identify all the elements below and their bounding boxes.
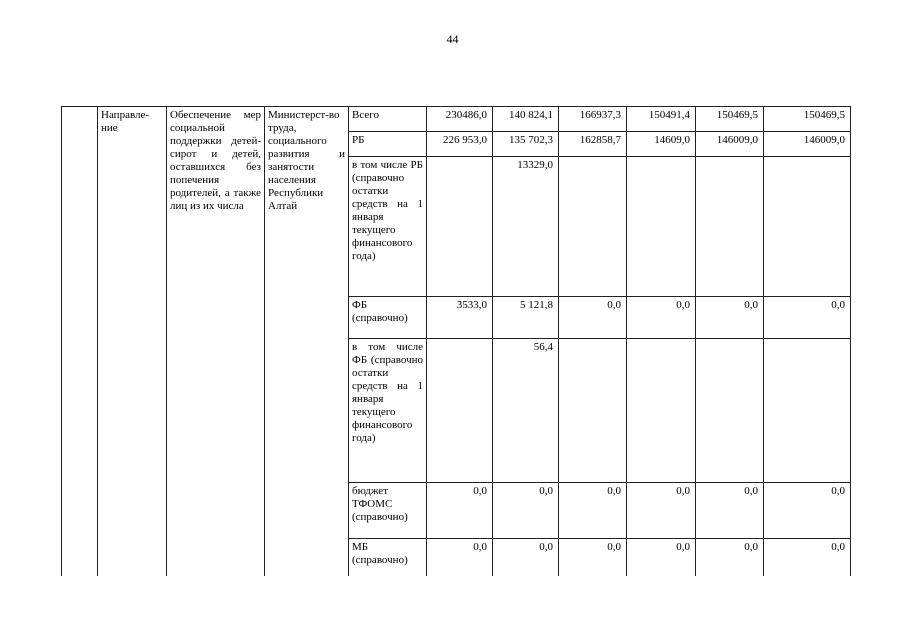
source-label: МБ (справочно) — [349, 539, 427, 577]
activity-cell — [167, 107, 265, 577]
page-number: 44 — [446, 32, 459, 46]
value-cell — [696, 157, 764, 297]
source-label: в том числе ФБ (справочно остатки средств на 1 января текущего финансового года) — [349, 339, 427, 483]
value-cell — [427, 339, 493, 483]
value-cell: 13329,0 — [493, 157, 559, 297]
value-cell — [427, 157, 493, 297]
value-cell: 226 953,0 — [427, 132, 493, 157]
value-cell: 162858,7 — [559, 132, 627, 157]
value-cell: 166937,3 — [559, 107, 627, 132]
value-cell: 150491,4 — [627, 107, 696, 132]
source-label: бюджет ТФОМС (справочно) — [349, 483, 427, 539]
value-cell — [627, 157, 696, 297]
value-cell: 135 702,3 — [493, 132, 559, 157]
value-cell — [764, 339, 851, 483]
source-label: РБ — [349, 132, 427, 157]
budget-table — [61, 106, 851, 576]
value-cell: 230486,0 — [427, 107, 493, 132]
value-cell: 0,0 — [427, 539, 493, 577]
value-cell: 140 824,1 — [493, 107, 559, 132]
source-label: ФБ (справочно) — [349, 297, 427, 339]
executor-text: Министерст-во труда, социального развития и занятости населения Республики Алтай — [268, 109, 345, 212]
value-cell: 0,0 — [493, 483, 559, 539]
value-cell: 0,0 — [696, 297, 764, 339]
value-cell: 0,0 — [627, 297, 696, 339]
value-cell: 0,0 — [627, 539, 696, 577]
value-cell: 56,4 — [493, 339, 559, 483]
value-cell: 0,0 — [427, 483, 493, 539]
activity-text: Обеспечение мер социальной поддержки детей-сирот и детей, оставшихся без попечения родителей, а также лиц из их числа — [170, 109, 261, 212]
value-cell: 150469,5 — [696, 107, 764, 132]
value-cell: 5 121,8 — [493, 297, 559, 339]
direction-cell — [98, 107, 167, 577]
table-row-all — [62, 107, 851, 132]
value-cell: 0,0 — [493, 539, 559, 577]
value-cell: 150469,5 — [764, 107, 851, 132]
source-label: Всего — [349, 107, 427, 132]
value-cell: 0,0 — [696, 483, 764, 539]
value-cell — [696, 339, 764, 483]
value-cell: 0,0 — [559, 539, 627, 577]
value-cell: 0,0 — [764, 483, 851, 539]
value-cell — [764, 157, 851, 297]
value-cell — [559, 157, 627, 297]
value-cell: 0,0 — [764, 297, 851, 339]
value-cell: 0,0 — [764, 539, 851, 577]
value-cell: 146009,0 — [696, 132, 764, 157]
direction-text: Направле-ние — [101, 109, 150, 134]
value-cell: 146009,0 — [764, 132, 851, 157]
value-cell — [627, 339, 696, 483]
value-cell: 0,0 — [696, 539, 764, 577]
value-cell: 14609,0 — [627, 132, 696, 157]
value-cell: 3533,0 — [427, 297, 493, 339]
source-label: в том числе РБ (справочно остатки средств на 1 января текущего финансового года) — [349, 157, 427, 297]
value-cell: 0,0 — [559, 297, 627, 339]
blank-column-cell — [62, 107, 98, 577]
value-cell: 0,0 — [559, 483, 627, 539]
value-cell: 0,0 — [627, 483, 696, 539]
value-cell — [559, 339, 627, 483]
executor-cell — [265, 107, 349, 577]
